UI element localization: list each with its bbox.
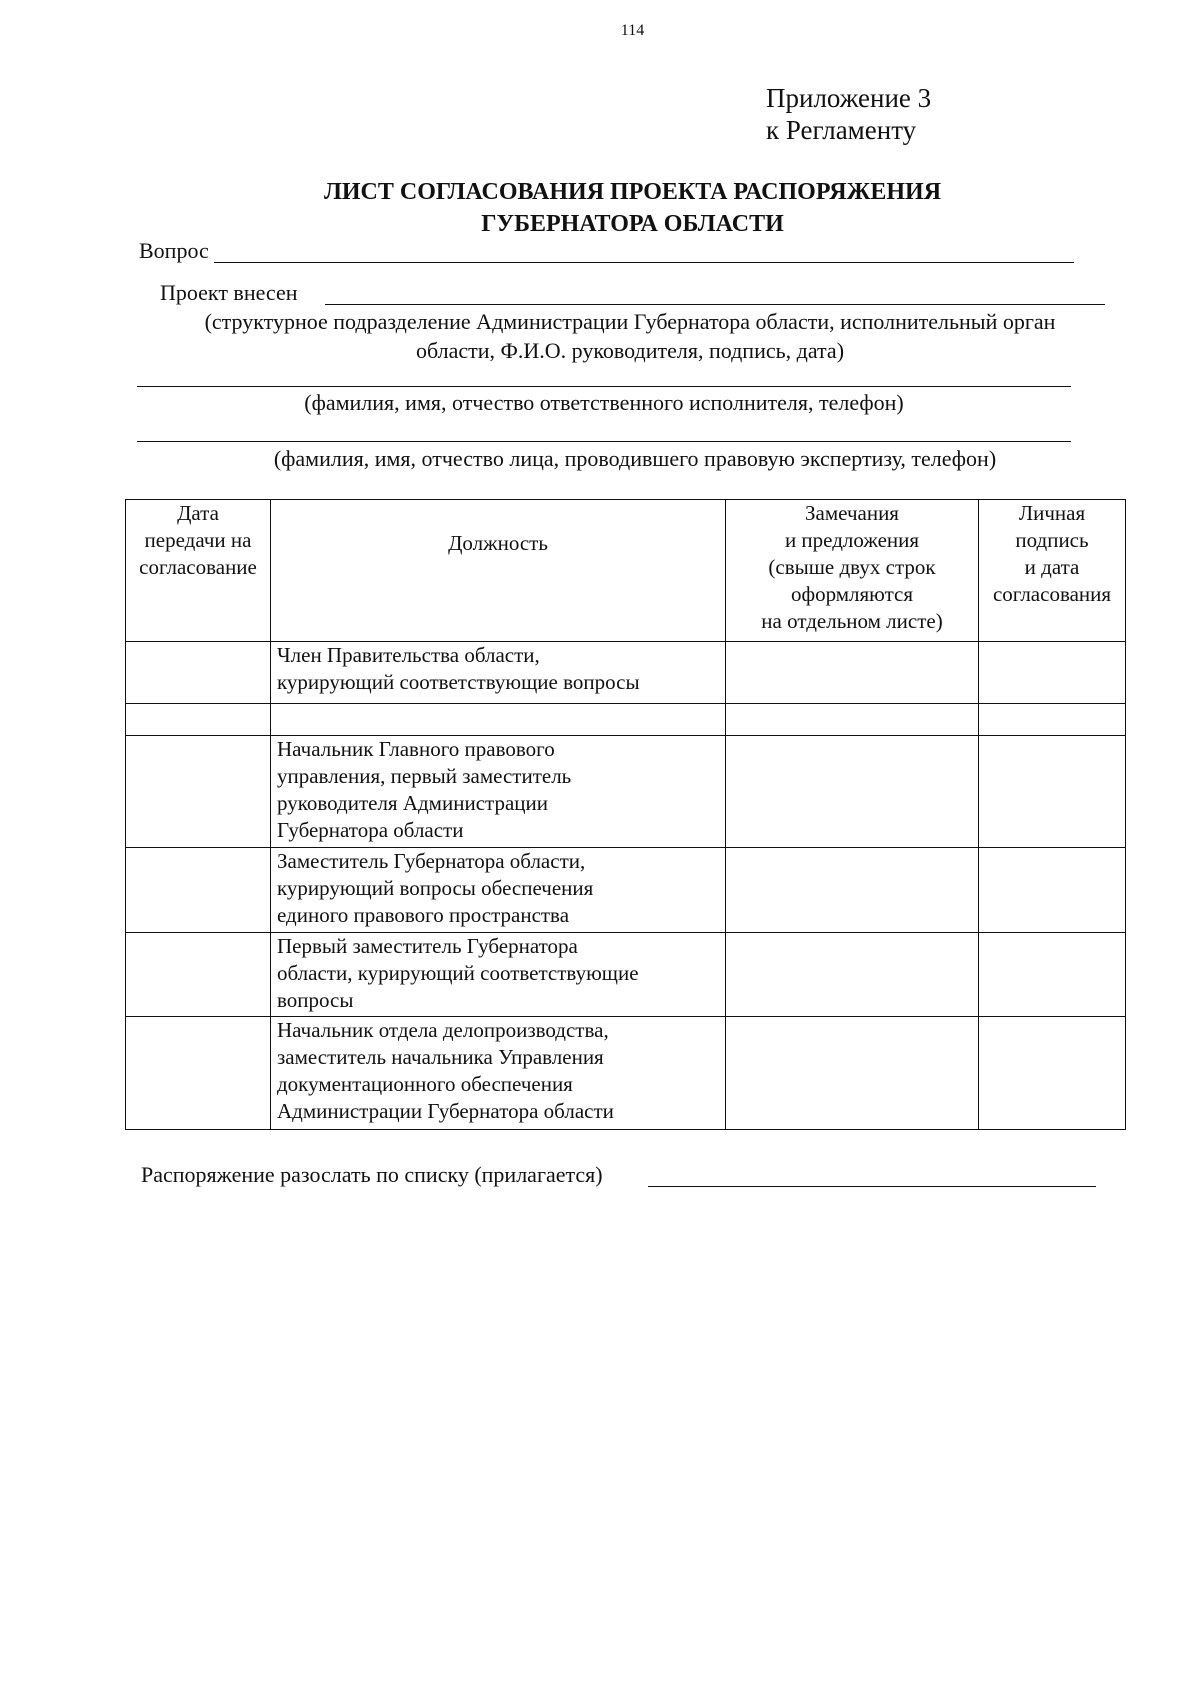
header-remarks-line: Замечания (805, 501, 899, 525)
remarks-cell[interactable] (726, 848, 979, 933)
signature-cell[interactable] (979, 1017, 1126, 1130)
remarks-cell[interactable] (726, 736, 979, 848)
table-row (126, 704, 1126, 736)
remarks-cell[interactable] (726, 1017, 979, 1130)
header-signature-line: подпись (1015, 528, 1089, 552)
position-line: Начальник Главного правового (277, 737, 555, 761)
document-title (0, 176, 1200, 240)
position-line: Губернатора области (277, 818, 464, 842)
signature-cell[interactable] (979, 736, 1126, 848)
position-line: заместитель начальника Управления (277, 1045, 604, 1069)
signature-cell[interactable] (979, 704, 1126, 736)
position-line: Начальник отдела делопроизводства, (277, 1018, 609, 1042)
position-line: управления, первый заместитель (277, 764, 572, 788)
remarks-cell[interactable] (726, 642, 979, 704)
project-caption (130, 307, 1130, 365)
position-line: вопросы (277, 988, 354, 1012)
position-cell (271, 642, 726, 704)
header-position: Должность (271, 500, 726, 642)
appendix-note (766, 82, 931, 146)
question-label: Вопрос (139, 238, 209, 263)
position-cell (271, 848, 726, 933)
position-line: Член Правительства области, (277, 643, 540, 667)
project-caption-line-1: (структурное подразделение Администрации Губернатора области, исполнительный орган (204, 309, 1056, 334)
expert-field[interactable] (137, 419, 1071, 442)
header-date-line: Дата (177, 501, 219, 525)
header-remarks (726, 500, 979, 642)
date-cell[interactable] (126, 736, 271, 848)
date-cell[interactable] (126, 1017, 271, 1130)
position-line: руководителя Администрации (277, 791, 548, 815)
header-signature-line: и дата (1024, 555, 1080, 579)
signature-cell[interactable] (979, 848, 1126, 933)
header-date-line: передачи на (144, 528, 252, 552)
header-signature-line: Личная (1018, 501, 1086, 525)
position-line: Заместитель Губернатора области, (277, 849, 586, 873)
project-field[interactable] (325, 280, 1105, 305)
header-remarks-line: и предложения (784, 528, 920, 552)
position-cell (271, 704, 726, 736)
expert-caption: (фамилия, имя, отчество лица, проводившего правовую экспертизу, телефон) (273, 446, 997, 471)
question-field[interactable] (214, 238, 1074, 263)
date-cell[interactable] (126, 933, 271, 1017)
header-remarks-line: на отдельном листе) (761, 609, 943, 633)
position-line: области, курирующий соответствующие (277, 961, 639, 985)
date-cell[interactable] (126, 642, 271, 704)
distribution-field[interactable] (648, 1162, 1096, 1187)
appendix-line-1: Приложение 3 (766, 83, 932, 113)
header-remarks-line: оформляются (790, 582, 914, 606)
executor-caption: (фамилия, имя, отчество ответственного исполнителя, телефон) (304, 390, 904, 415)
position-cell (271, 1017, 726, 1130)
table-row (126, 736, 1126, 848)
signature-cell[interactable] (979, 642, 1126, 704)
header-signature-line: согласования (992, 582, 1112, 606)
position-line: документационного обеспечения (277, 1072, 573, 1096)
table-header-row (126, 500, 1126, 642)
approval-table (125, 499, 1126, 1130)
table-row (126, 933, 1126, 1017)
position-line: единого правового пространства (277, 903, 570, 927)
header-remarks-line: (свыше двух строк (768, 555, 936, 579)
header-date (126, 500, 271, 642)
remarks-cell[interactable] (726, 933, 979, 1017)
executor-field[interactable] (137, 364, 1071, 387)
project-caption-line-2: области, Ф.И.О. руководителя, подпись, дата) (415, 338, 845, 363)
date-cell[interactable] (126, 704, 271, 736)
position-cell (271, 736, 726, 848)
position-line: курирующий соответствующие вопросы (277, 670, 640, 694)
position-line: Первый заместитель Губернатора (277, 934, 578, 958)
table-row (126, 642, 1126, 704)
distribution-label: Распоряжение разослать по списку (прилагается) (141, 1162, 603, 1187)
project-label: Проект внесен (160, 280, 298, 305)
title-line-2: ГУБЕРНАТОРА ОБЛАСТИ (481, 211, 784, 237)
position-line: Администрации Губернатора области (277, 1099, 614, 1123)
appendix-line-2: к Регламенту (766, 115, 917, 145)
title-line-1: ЛИСТ СОГЛАСОВАНИЯ ПРОЕКТА РАСПОРЯЖЕНИЯ (323, 179, 942, 205)
position-line: курирующий вопросы обеспечения (277, 876, 594, 900)
position-cell (271, 933, 726, 1017)
table-row (126, 848, 1126, 933)
remarks-cell[interactable] (726, 704, 979, 736)
table-row (126, 1017, 1126, 1130)
page-number: 114 (620, 22, 645, 39)
date-cell[interactable] (126, 848, 271, 933)
header-signature (979, 500, 1126, 642)
signature-cell[interactable] (979, 933, 1126, 1017)
header-date-line: согласование (139, 555, 257, 579)
